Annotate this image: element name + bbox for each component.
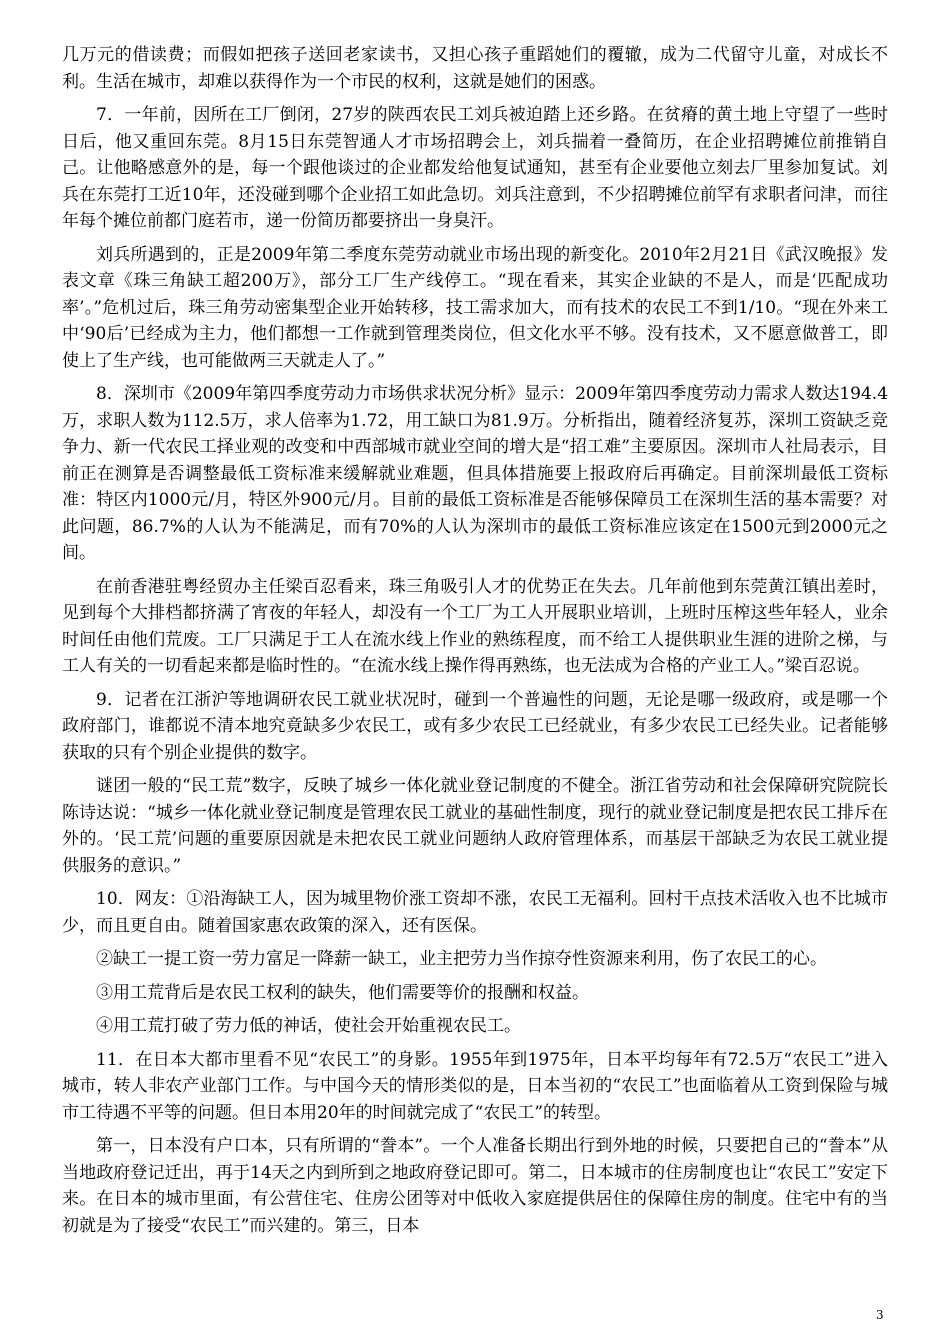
paragraph-1: 几万元的借读费；而假如把孩子送回老家读书，又担心孩子重蹈她们的覆辙，成为二代留守儿童，对成长不利。生活在城市，却难以获得作为一个市民的权利，这就是她们的困惑。 bbox=[62, 45, 888, 92]
page-number: 3 bbox=[876, 1308, 884, 1322]
paragraph-7: 谜团一般的“民工荒”数字，反映了城乡一体化就业登记制度的不健全。浙江省劳动和社会保障研究院院长陈诗达说：“城乡一体化就业登记制度是管理农民工就业的基础性制度，现行的就业登记制度是把农民工排斥在外的。‘民工荒’问题的重要原因就是未把农民工就业问题纳人政府管理体系，而基层干部缺乏为农民工就业提供服务的意识。” bbox=[62, 776, 888, 876]
paragraph-13: 第一，日本没有户口本，只有所谓的“誊本”。一个人准备长期出行到外地的时候，只要把自己的“誊本”从当地政府登记迁出，再于14天之内到所到之地政府登记即可。第二，日本城市的住房制度也让“农民工”安定下来。在日本的城市里面，有公营住宅、住房公团等对中低收入家庭提供居住的保障住房的制度。住宅中有的当初就是为了接受“农民工”而兴建的。第三，日本 bbox=[62, 1136, 888, 1236]
paragraph-5: 在前香港驻粤经贸办主任梁百忍看来，珠三角吸引人才的优势正在失去。几年前他到东莞黄江镇出差时，见到每个大排档都挤满了宵夜的年轻人，却没有一个工厂为工人开展职业培训，上班时压榨这些年轻人，业余时间任由他们荒废。工厂只满足于工人在流水线上作业的熟练程度，而不给工人提供职业生涯的进阶之梯，与工人有关的一切看起来都是临时性的。“在流水线上操作得再熟练，也无法成为合格的产业工人。”梁百忍说。 bbox=[62, 576, 888, 676]
paragraph-12: 11．在日本大都市里看不见“农民工”的身影。1955年到1975年，日本平均每年有72.5万“农民工”进入城市，转人非农产业部门工作。与中国今天的情形类似的是，日本当初的“农民工”也面临着从工资到保险与城市工待遇不平等的问题。但日本用20年的时间就完成了“农民工”的转型。 bbox=[62, 1049, 888, 1123]
paragraph-3: 刘兵所遇到的，正是2009年第二季度东莞劳动就业市场出现的新变化。2010年2月21日《武汉晚报》发表文章《珠三角缺工超200万》，部分工厂生产线停工。“现在看来，其实企业缺的不是人，而是‘匹配成功率’。”危机过后，珠三角劳动密集型企业开始转移，技工需求加大，而有技术的农民工不到1/10。“现在外来工中‘90后’已经成为主力，他们都想一工作就到管理类岗位，但文化水平不够。没有技术，又不愿意做普工，即使上了生产线，也可能做两三天就走人了。” bbox=[62, 244, 888, 371]
document-body bbox=[62, 42, 888, 1246]
paragraph-4: 8．深圳市《2009年第四季度劳动力市场供求状况分析》显示：2009年第四季度劳动力需求人数达194.4万，求职人数为112.5万，求人倍率为1.72，用工缺口为81.9万。分析指出，随着经济复苏，深圳工资缺乏竞争力、新一代农民工择业观的改变和中西部城市就业空间的增大是“招工难”主要原因。深圳市人社局表示，目前正在测算是否调整最低工资标准来缓解就业难题，但具体措施要上报政府后再确定。目前深圳最低工资标准：特区内1000元/月，特区外900元/月。目前的最低工资标准是否能够保障员工在深圳生活的基本需要？对此问题，86.7%的人认为不能满足，而有70%的人认为深圳市的最低工资标准应该定在1500元到2000元之间。 bbox=[62, 384, 889, 563]
paragraph-2: 7．一年前，因所在工厂倒闭，27岁的陕西农民工刘兵被迫踏上还乡路。在贫瘠的黄土地上守望了一些时日后，他又重回东莞。8月15日东莞智通人才市场招聘会上，刘兵揣着一叠简历，在企业招聘摊位前推销自己。让他略感意外的是，每一个跟他谈过的企业都发给他复试通知，甚至有企业要他立刻去厂里参加复试。刘兵在东莞打工近10年，还没碰到哪个企业招工如此急切。刘兵注意到，不少招聘摊位前罕有求职者问津，而往年每个摊位前都门庭若市，递一份简历都要挤出一身臭汗。 bbox=[62, 105, 888, 231]
paragraph-11: ④用工荒打破了劳力低的神话，使社会开始重视农民工。 bbox=[96, 1016, 521, 1036]
paragraph-10: ③用工荒背后是农民工权利的缺失，他们需要等价的报酬和权益。 bbox=[96, 982, 589, 1003]
paragraph-9: ②缺工一提工资一劳力富足一降薪一缺工，业主把劳力当作掠夺性资源来利用，伤了农民工的心。 bbox=[96, 949, 827, 969]
paragraph-8: 10．网友：①沿海缺工人，因为城里物价涨工资却不涨，农民工无福利。回村干点技术活收入也不比城市少，而且更自由。随着国家惠农政策的深入，还有医保。 bbox=[62, 889, 888, 936]
paragraph-6: 9．记者在江浙沪等地调研农民工就业状况时，碰到一个普遍性的问题，无论是哪一级政府，或是哪一个政府部门，谁都说不清本地究竟缺多少农民工，或有多少农民工已经就业，有多少农民工已经失业。记者能够获取的只有个别企业提供的数字。 bbox=[62, 689, 888, 763]
